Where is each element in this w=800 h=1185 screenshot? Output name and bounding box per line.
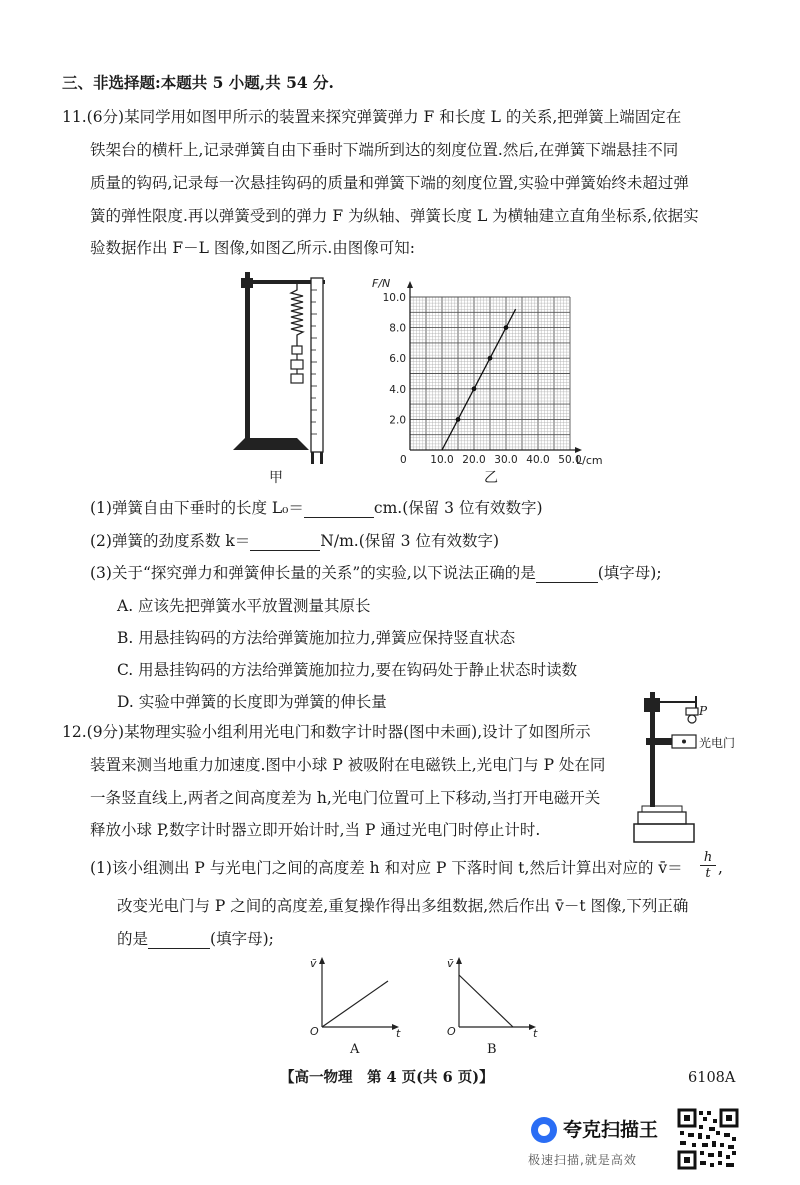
q11-sub3-suffix: (填字母); — [597, 564, 662, 582]
x-tick-label: 0 — [400, 454, 407, 466]
figure-yi-fl-chart — [370, 275, 610, 475]
y-tick-label: 10.0 — [382, 292, 406, 304]
q12-sub1-line-2: 改变光电门与 P 之间的高度差,重复操作得出多组数据,然后作出 v̄－t 图像,下列正确 — [117, 897, 689, 915]
v-bar-formula-fraction — [700, 850, 716, 881]
q11-sub1-prompt: (1)弹簧自由下垂时的长度 L₀＝ — [90, 499, 304, 517]
graph-a-xlabel: t — [396, 1027, 401, 1038]
figure-photogate-apparatus — [632, 688, 742, 848]
fraction-denominator: t — [705, 866, 711, 881]
y-axis-label: F/N — [372, 277, 391, 290]
q11-sub3 — [90, 563, 662, 583]
figure-label-p: P — [699, 704, 708, 718]
figure-yi-label: 乙 — [484, 470, 498, 486]
graph-b-xlabel: t — [533, 1027, 538, 1038]
data-point — [472, 386, 477, 391]
x-tick-label: 30.0 — [494, 454, 518, 466]
q12-sub1-comma: , — [718, 859, 723, 877]
scanner-brand: 夸克扫描王 — [563, 1119, 659, 1141]
x-tick-label: 10.0 — [430, 454, 454, 466]
graph-a-origin: O — [310, 1025, 319, 1038]
graph-b-origin: O — [447, 1025, 456, 1038]
q11-line-2: 铁架台的横杆上,记录弹簧自由下垂时下端所到达的刻度位置.然后,在弹簧下端悬挂不同 — [90, 141, 679, 159]
q11-option-c: C. 用悬挂钩码的方法给弹簧施加拉力,要在钩码处于静止状态时读数 — [117, 661, 578, 679]
graph-option-b — [437, 953, 547, 1038]
q11-sub2-prompt: (2)弹簧的劲度系数 k＝ — [90, 532, 251, 550]
q12-line-4: 释放小球 P,数字计时器立即开始计时,当 P 通过光电门时停止计时. — [90, 821, 541, 839]
q12-sub1-prompt: 的是 — [117, 930, 149, 948]
y-tick-label: 8.0 — [389, 322, 406, 335]
fraction-numerator: h — [700, 850, 716, 866]
section-heading: 三、非选择题:本题共 5 小题,共 54 分. — [62, 73, 334, 92]
x-tick-label: 50.0 — [558, 454, 582, 466]
y-tick-label: 2.0 — [389, 414, 406, 427]
qr-code-icon — [677, 1108, 739, 1170]
figure-jia-label: 甲 — [269, 470, 283, 486]
x-tick-label: 40.0 — [526, 454, 550, 466]
q11-option-a: A. 应该先把弹簧水平放置测量其原长 — [117, 597, 371, 615]
graph-option-a — [300, 953, 410, 1038]
q12-sub1-line-3 — [117, 929, 274, 949]
scanner-logo-icon — [531, 1117, 557, 1143]
x-tick-label: 20.0 — [462, 454, 486, 466]
q11-line-3: 质量的钩码,记录每一次悬挂钩码的质量和弹簧下端的刻度位置,实验中弹簧始终未超过弹 — [90, 174, 689, 192]
q11-sub2-unit: N/m.(保留 3 位有效数字) — [320, 532, 500, 550]
graph-a-caption: A — [350, 1042, 360, 1057]
q11-option-d: D. 实验中弹簧的长度即为弹簧的伸长量 — [117, 693, 387, 711]
y-axis-arrow — [407, 281, 413, 288]
q11-option-b: B. 用悬挂钩码的方法给弹簧施加拉力,弹簧应保持竖直状态 — [117, 629, 516, 647]
answer-blank-k[interactable] — [250, 534, 320, 551]
data-point — [504, 325, 509, 330]
q12-sub1-suffix: (填字母); — [210, 930, 274, 948]
q11-line-5: 验数据作出 F－L 图像,如图乙所示.由图像可知: — [90, 239, 415, 257]
figure-jia-spring-apparatus — [225, 268, 340, 468]
y-tick-label: 6.0 — [389, 353, 406, 366]
graph-b-ylabel: v̄ — [447, 957, 454, 970]
q12-sub1-line-1: (1)该小组测出 P 与光电门之间的高度差 h 和对应 P 下落时间 t,然后计算出对应的 v̄＝ — [90, 859, 683, 877]
paper-code: 6108A — [688, 1070, 736, 1086]
page-footer: 【高一物理 第 4 页(共 6 页)】 — [280, 1069, 494, 1086]
q11-sub1 — [90, 498, 543, 518]
figure-label-photogate: 光电门 — [699, 736, 736, 750]
scanner-slogan: 极速扫描,就是高效 — [528, 1153, 637, 1167]
answer-blank-q12-1[interactable] — [148, 932, 210, 949]
q12-line-3: 一条竖直线上,两者之间高度差为 h,光电门位置可上下移动,当打开电磁开关 — [90, 789, 601, 807]
graph-b-caption: B — [487, 1042, 497, 1057]
data-point — [488, 356, 493, 361]
answer-blank-q11-3[interactable] — [536, 566, 598, 583]
q11-line-1: 11.(6分)某同学用如图甲所示的装置来探究弹簧弹力 F 和长度 L 的关系,把弹簧上端固定在 — [62, 108, 682, 126]
y-tick-label: 4.0 — [389, 383, 406, 396]
q12-line-2: 装置来测当地重力加速度.图中小球 P 被吸附在电磁铁上,光电门与 P 处在同 — [90, 756, 606, 774]
graph-a-ylabel: v̄ — [310, 957, 317, 970]
q11-sub1-unit: cm.(保留 3 位有效数字) — [373, 499, 543, 517]
data-point — [456, 417, 461, 422]
q11-sub2 — [90, 531, 499, 551]
q11-sub3-prompt: (3)关于“探究弹力和弹簧伸长量的关系”的实验,以下说法正确的是 — [90, 564, 536, 582]
x-axis-label: L/cm — [576, 454, 603, 467]
x-axis-arrow — [575, 447, 582, 453]
q11-line-4: 簧的弹性限度.再以弹簧受到的弹力 F 为纵轴、弹簧长度 L 为横轴建立直角坐标系,依据实 — [90, 207, 699, 225]
q12-line-1: 12.(9分)某物理实验小组利用光电门和数字计时器(图中未画),设计了如图所示 — [62, 723, 591, 741]
answer-blank-l0[interactable] — [304, 501, 374, 518]
